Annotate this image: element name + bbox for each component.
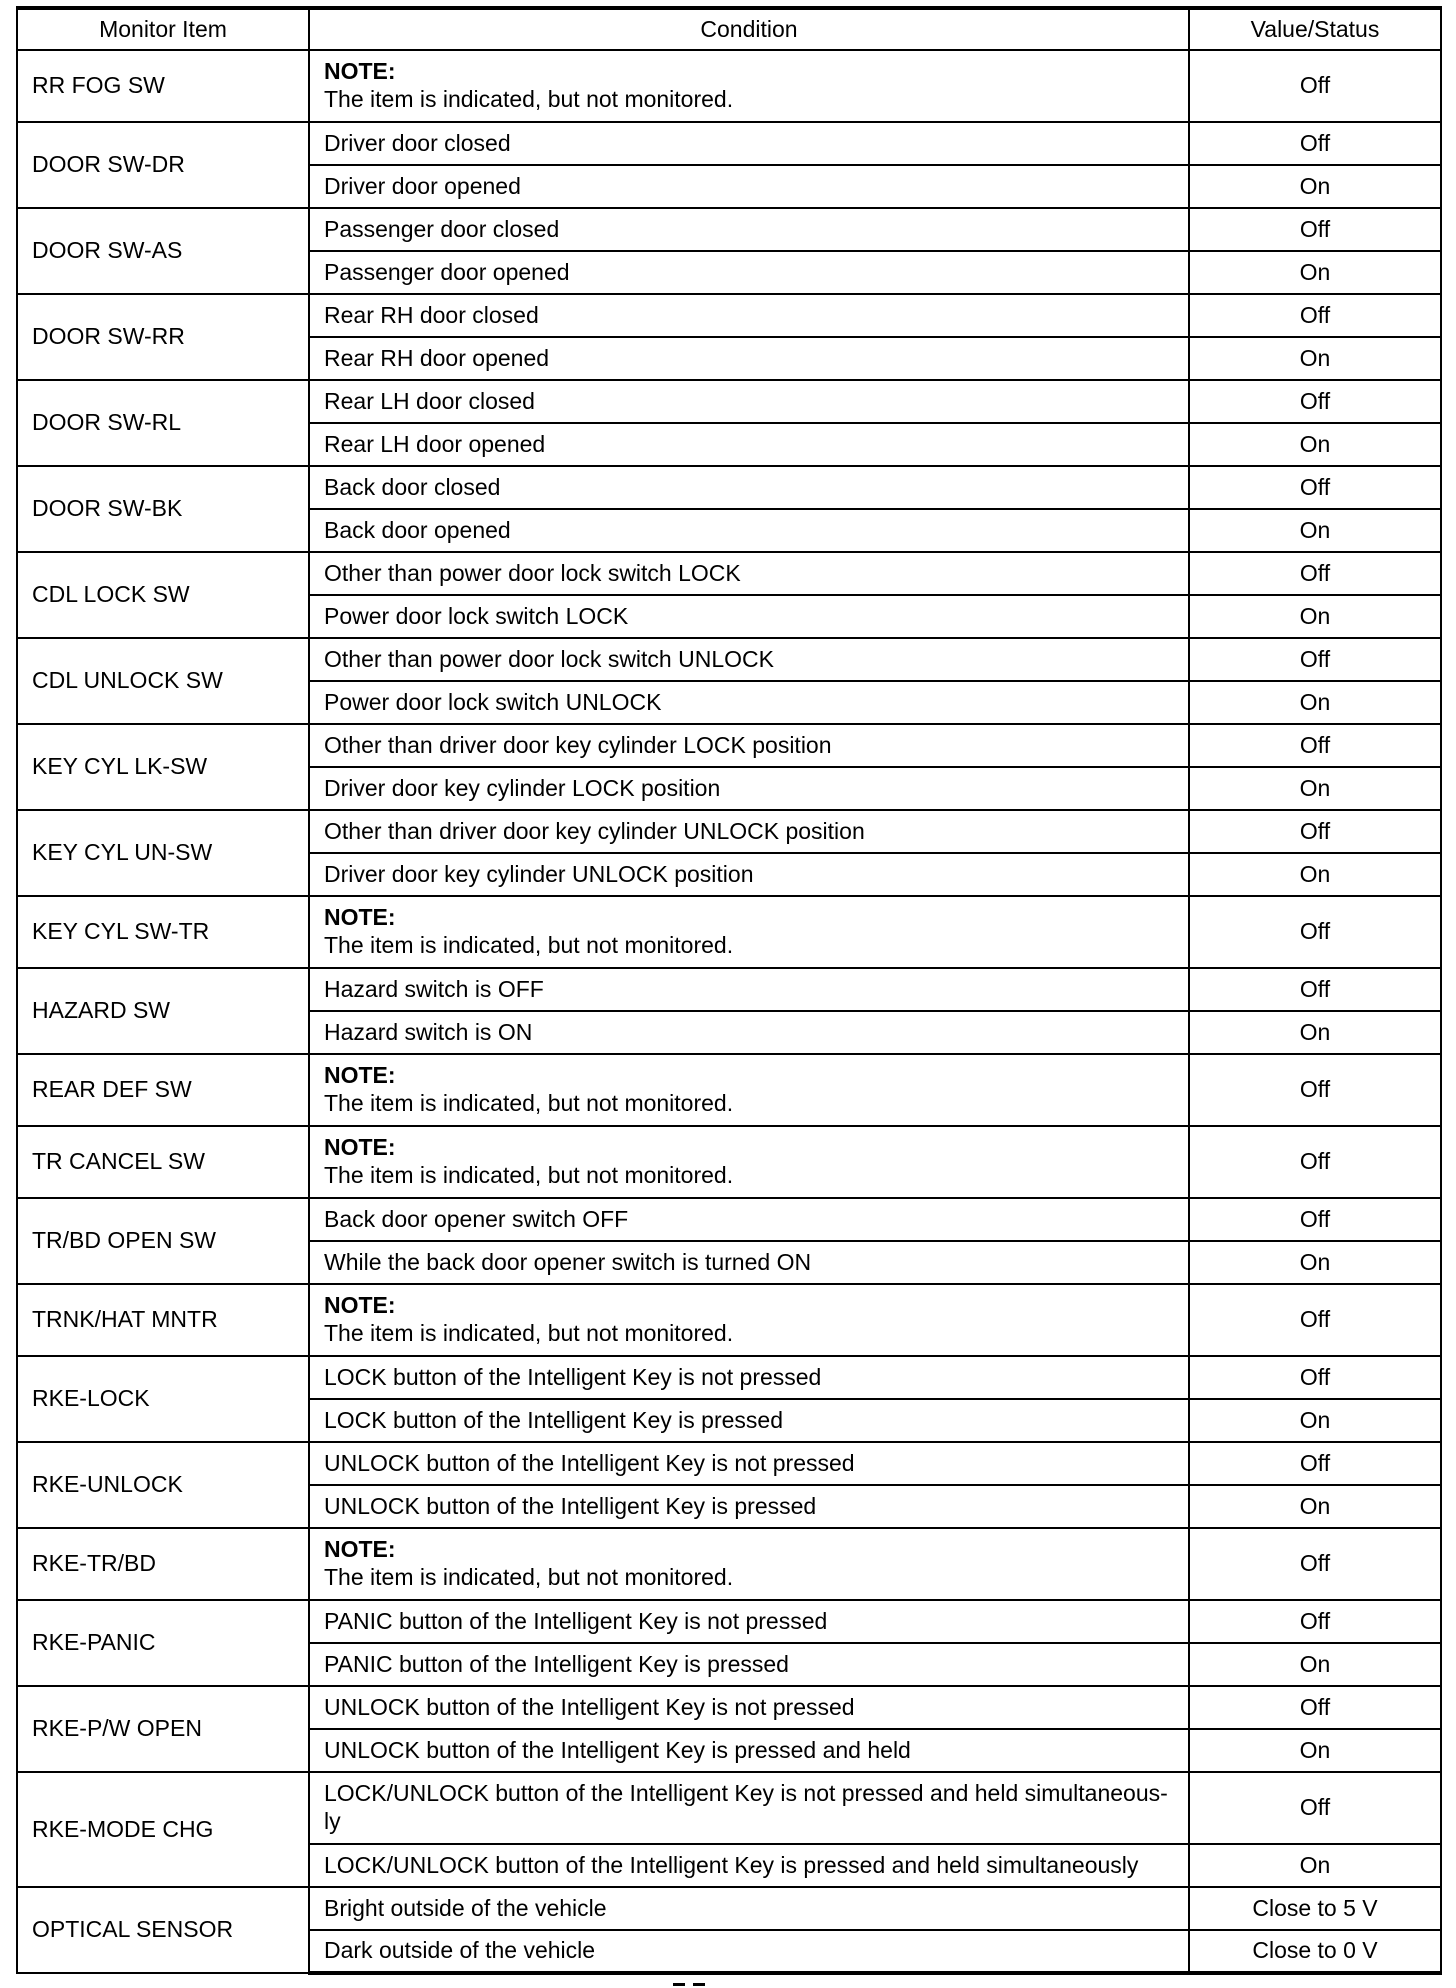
value-status-cell: On: [1189, 1485, 1441, 1528]
value-status-cell: On: [1189, 337, 1441, 380]
condition-cell: LOCK/UNLOCK button of the Intelligent Key is pressed and held simultaneously: [309, 1844, 1189, 1887]
condition-cell: Hazard switch is ON: [309, 1011, 1189, 1054]
condition-cell: UNLOCK button of the Intelligent Key is not pressed: [309, 1686, 1189, 1729]
table-row: [17, 380, 1441, 423]
condition-cell: Hazard switch is OFF: [309, 968, 1189, 1011]
value-status-cell: On: [1189, 165, 1441, 208]
table-row: [17, 1528, 1441, 1600]
condition-cell: Other than driver door key cylinder LOCK position: [309, 724, 1189, 767]
monitor-item-cell: TR CANCEL SW: [17, 1126, 309, 1198]
value-status-cell: Off: [1189, 896, 1441, 968]
table-row: [17, 208, 1441, 251]
value-status-cell: Off: [1189, 1442, 1441, 1485]
value-status-cell: Off: [1189, 50, 1441, 122]
table-row: [17, 724, 1441, 767]
value-status-cell: Off: [1189, 638, 1441, 681]
table-row: [17, 896, 1441, 968]
table-row: [17, 1284, 1441, 1356]
header-condition: Condition: [309, 8, 1189, 50]
condition-cell: Passenger door opened: [309, 251, 1189, 294]
condition-cell: Power door lock switch UNLOCK: [309, 681, 1189, 724]
monitor-item-cell: DOOR SW-RR: [17, 294, 309, 380]
value-status-cell: Off: [1189, 380, 1441, 423]
condition-cell: Dark outside of the vehicle: [309, 1930, 1189, 1973]
condition-cell: Bright outside of the vehicle: [309, 1887, 1189, 1930]
condition-cell: UNLOCK button of the Intelligent Key is pressed: [309, 1485, 1189, 1528]
condition-cell: PANIC button of the Intelligent Key is pressed: [309, 1643, 1189, 1686]
table-row: [17, 1356, 1441, 1399]
monitor-item-cell: DOOR SW-RL: [17, 380, 309, 466]
table-row: [17, 466, 1441, 509]
value-status-cell: On: [1189, 853, 1441, 896]
value-status-cell: On: [1189, 1399, 1441, 1442]
table-row: [17, 810, 1441, 853]
monitor-item-cell: RKE-TR/BD: [17, 1528, 309, 1600]
value-status-cell: On: [1189, 1011, 1441, 1054]
condition-cell: [309, 896, 1189, 968]
condition-cell: LOCK button of the Intelligent Key is not pressed: [309, 1356, 1189, 1399]
table-header-row: [17, 8, 1441, 50]
condition-cell: Rear RH door closed: [309, 294, 1189, 337]
condition-cell: [309, 1528, 1189, 1600]
monitor-item-cell: HAZARD SW: [17, 968, 309, 1054]
value-status-cell: Off: [1189, 1528, 1441, 1600]
monitor-item-cell: KEY CYL UN-SW: [17, 810, 309, 896]
note-text: The item is indicated, but not monitored.: [324, 1090, 734, 1116]
value-status-cell: Off: [1189, 724, 1441, 767]
value-status-cell: Close to 0 V: [1189, 1930, 1441, 1973]
monitor-item-cell: REAR DEF SW: [17, 1054, 309, 1126]
table-row: [17, 1600, 1441, 1643]
table-row: [17, 1772, 1441, 1844]
value-status-cell: On: [1189, 595, 1441, 638]
note-text: The item is indicated, but not monitored.: [324, 86, 734, 112]
table-row: [17, 1054, 1441, 1126]
condition-cell: Back door opened: [309, 509, 1189, 552]
condition-cell: [309, 1126, 1189, 1198]
table-body: [17, 50, 1441, 1973]
monitor-item-cell: RKE-PANIC: [17, 1600, 309, 1686]
note-label: NOTE:: [324, 1536, 396, 1563]
condition-cell: Back door closed: [309, 466, 1189, 509]
value-status-cell: On: [1189, 1241, 1441, 1284]
table-row: [17, 968, 1441, 1011]
value-status-cell: Off: [1189, 968, 1441, 1011]
value-status-cell: Off: [1189, 1054, 1441, 1126]
monitor-item-cell: RKE-P/W OPEN: [17, 1686, 309, 1772]
monitor-item-cell: DOOR SW-AS: [17, 208, 309, 294]
header-monitor-item: Monitor Item: [17, 8, 309, 50]
condition-cell: UNLOCK button of the Intelligent Key is not pressed: [309, 1442, 1189, 1485]
value-status-cell: Off: [1189, 208, 1441, 251]
value-status-cell: Off: [1189, 1126, 1441, 1198]
monitor-item-cell: RKE-LOCK: [17, 1356, 309, 1442]
value-status-cell: Off: [1189, 1686, 1441, 1729]
condition-cell: Driver door key cylinder LOCK position: [309, 767, 1189, 810]
condition-cell: [309, 50, 1189, 122]
value-status-cell: Off: [1189, 122, 1441, 165]
table-row: [17, 1198, 1441, 1241]
monitor-item-cell: RR FOG SW: [17, 50, 309, 122]
monitor-item-cell: KEY CYL SW-TR: [17, 896, 309, 968]
condition-cell: Driver door key cylinder UNLOCK position: [309, 853, 1189, 896]
value-status-cell: Off: [1189, 1772, 1441, 1844]
value-status-cell: Off: [1189, 466, 1441, 509]
value-status-cell: On: [1189, 1844, 1441, 1887]
header-value-status: Value/Status: [1189, 8, 1441, 50]
monitor-item-cell: RKE-MODE CHG: [17, 1772, 309, 1887]
value-status-cell: Close to 5 V: [1189, 1887, 1441, 1930]
condition-cell: UNLOCK button of the Intelligent Key is pressed and held: [309, 1729, 1189, 1772]
monitor-item-cell: OPTICAL SENSOR: [17, 1887, 309, 1973]
condition-cell: [309, 1054, 1189, 1126]
table-row: [17, 1887, 1441, 1930]
table-row: [17, 638, 1441, 681]
condition-cell: Power door lock switch LOCK: [309, 595, 1189, 638]
monitor-item-table: [16, 6, 1442, 1975]
monitor-item-cell: CDL LOCK SW: [17, 552, 309, 638]
monitor-item-cell: KEY CYL LK-SW: [17, 724, 309, 810]
condition-cell: LOCK button of the Intelligent Key is pressed: [309, 1399, 1189, 1442]
monitor-item-cell: RKE-UNLOCK: [17, 1442, 309, 1528]
table-row: [17, 1126, 1441, 1198]
monitor-item-cell: CDL UNLOCK SW: [17, 638, 309, 724]
note-text: The item is indicated, but not monitored.: [324, 1320, 734, 1346]
monitor-table-page: [16, 6, 1440, 1975]
value-status-cell: On: [1189, 1729, 1441, 1772]
condition-cell: Rear LH door closed: [309, 380, 1189, 423]
condition-cell: PANIC button of the Intelligent Key is not pressed: [309, 1600, 1189, 1643]
value-status-cell: On: [1189, 1643, 1441, 1686]
table-row: [17, 552, 1441, 595]
value-status-cell: Off: [1189, 552, 1441, 595]
value-status-cell: Off: [1189, 1600, 1441, 1643]
value-status-cell: Off: [1189, 1198, 1441, 1241]
monitor-item-cell: TRNK/HAT MNTR: [17, 1284, 309, 1356]
page-footer-mark: [673, 1978, 729, 1986]
condition-cell: Passenger door closed: [309, 208, 1189, 251]
monitor-item-cell: DOOR SW-BK: [17, 466, 309, 552]
note-label: NOTE:: [324, 1062, 396, 1089]
note-text: The item is indicated, but not monitored.: [324, 1564, 734, 1590]
value-status-cell: On: [1189, 251, 1441, 294]
note-label: NOTE:: [324, 904, 396, 931]
note-label: NOTE:: [324, 1134, 396, 1161]
condition-cell: Other than power door lock switch UNLOCK: [309, 638, 1189, 681]
value-status-cell: Off: [1189, 810, 1441, 853]
condition-cell: While the back door opener switch is turned ON: [309, 1241, 1189, 1284]
condition-cell: Rear LH door opened: [309, 423, 1189, 466]
value-status-cell: On: [1189, 681, 1441, 724]
monitor-item-cell: TR/BD OPEN SW: [17, 1198, 309, 1284]
table-row: [17, 1686, 1441, 1729]
condition-cell: Other than power door lock switch LOCK: [309, 552, 1189, 595]
note-text: The item is indicated, but not monitored.: [324, 932, 734, 958]
monitor-item-cell: DOOR SW-DR: [17, 122, 309, 208]
note-text: The item is indicated, but not monitored.: [324, 1162, 734, 1188]
value-status-cell: Off: [1189, 1284, 1441, 1356]
value-status-cell: On: [1189, 423, 1441, 466]
value-status-cell: Off: [1189, 1356, 1441, 1399]
table-row: [17, 1442, 1441, 1485]
note-label: NOTE:: [324, 58, 396, 85]
condition-cell: Other than driver door key cylinder UNLOCK position: [309, 810, 1189, 853]
condition-cell: LOCK/UNLOCK button of the Intelligent Key is not pressed and held simultaneous-ly: [309, 1772, 1189, 1844]
condition-cell: Driver door closed: [309, 122, 1189, 165]
condition-cell: Rear RH door opened: [309, 337, 1189, 380]
condition-cell: Driver door opened: [309, 165, 1189, 208]
condition-cell: Back door opener switch OFF: [309, 1198, 1189, 1241]
value-status-cell: On: [1189, 767, 1441, 810]
value-status-cell: Off: [1189, 294, 1441, 337]
table-row: [17, 50, 1441, 122]
note-label: NOTE:: [324, 1292, 396, 1319]
table-row: [17, 122, 1441, 165]
table-row: [17, 294, 1441, 337]
condition-cell: [309, 1284, 1189, 1356]
value-status-cell: On: [1189, 509, 1441, 552]
